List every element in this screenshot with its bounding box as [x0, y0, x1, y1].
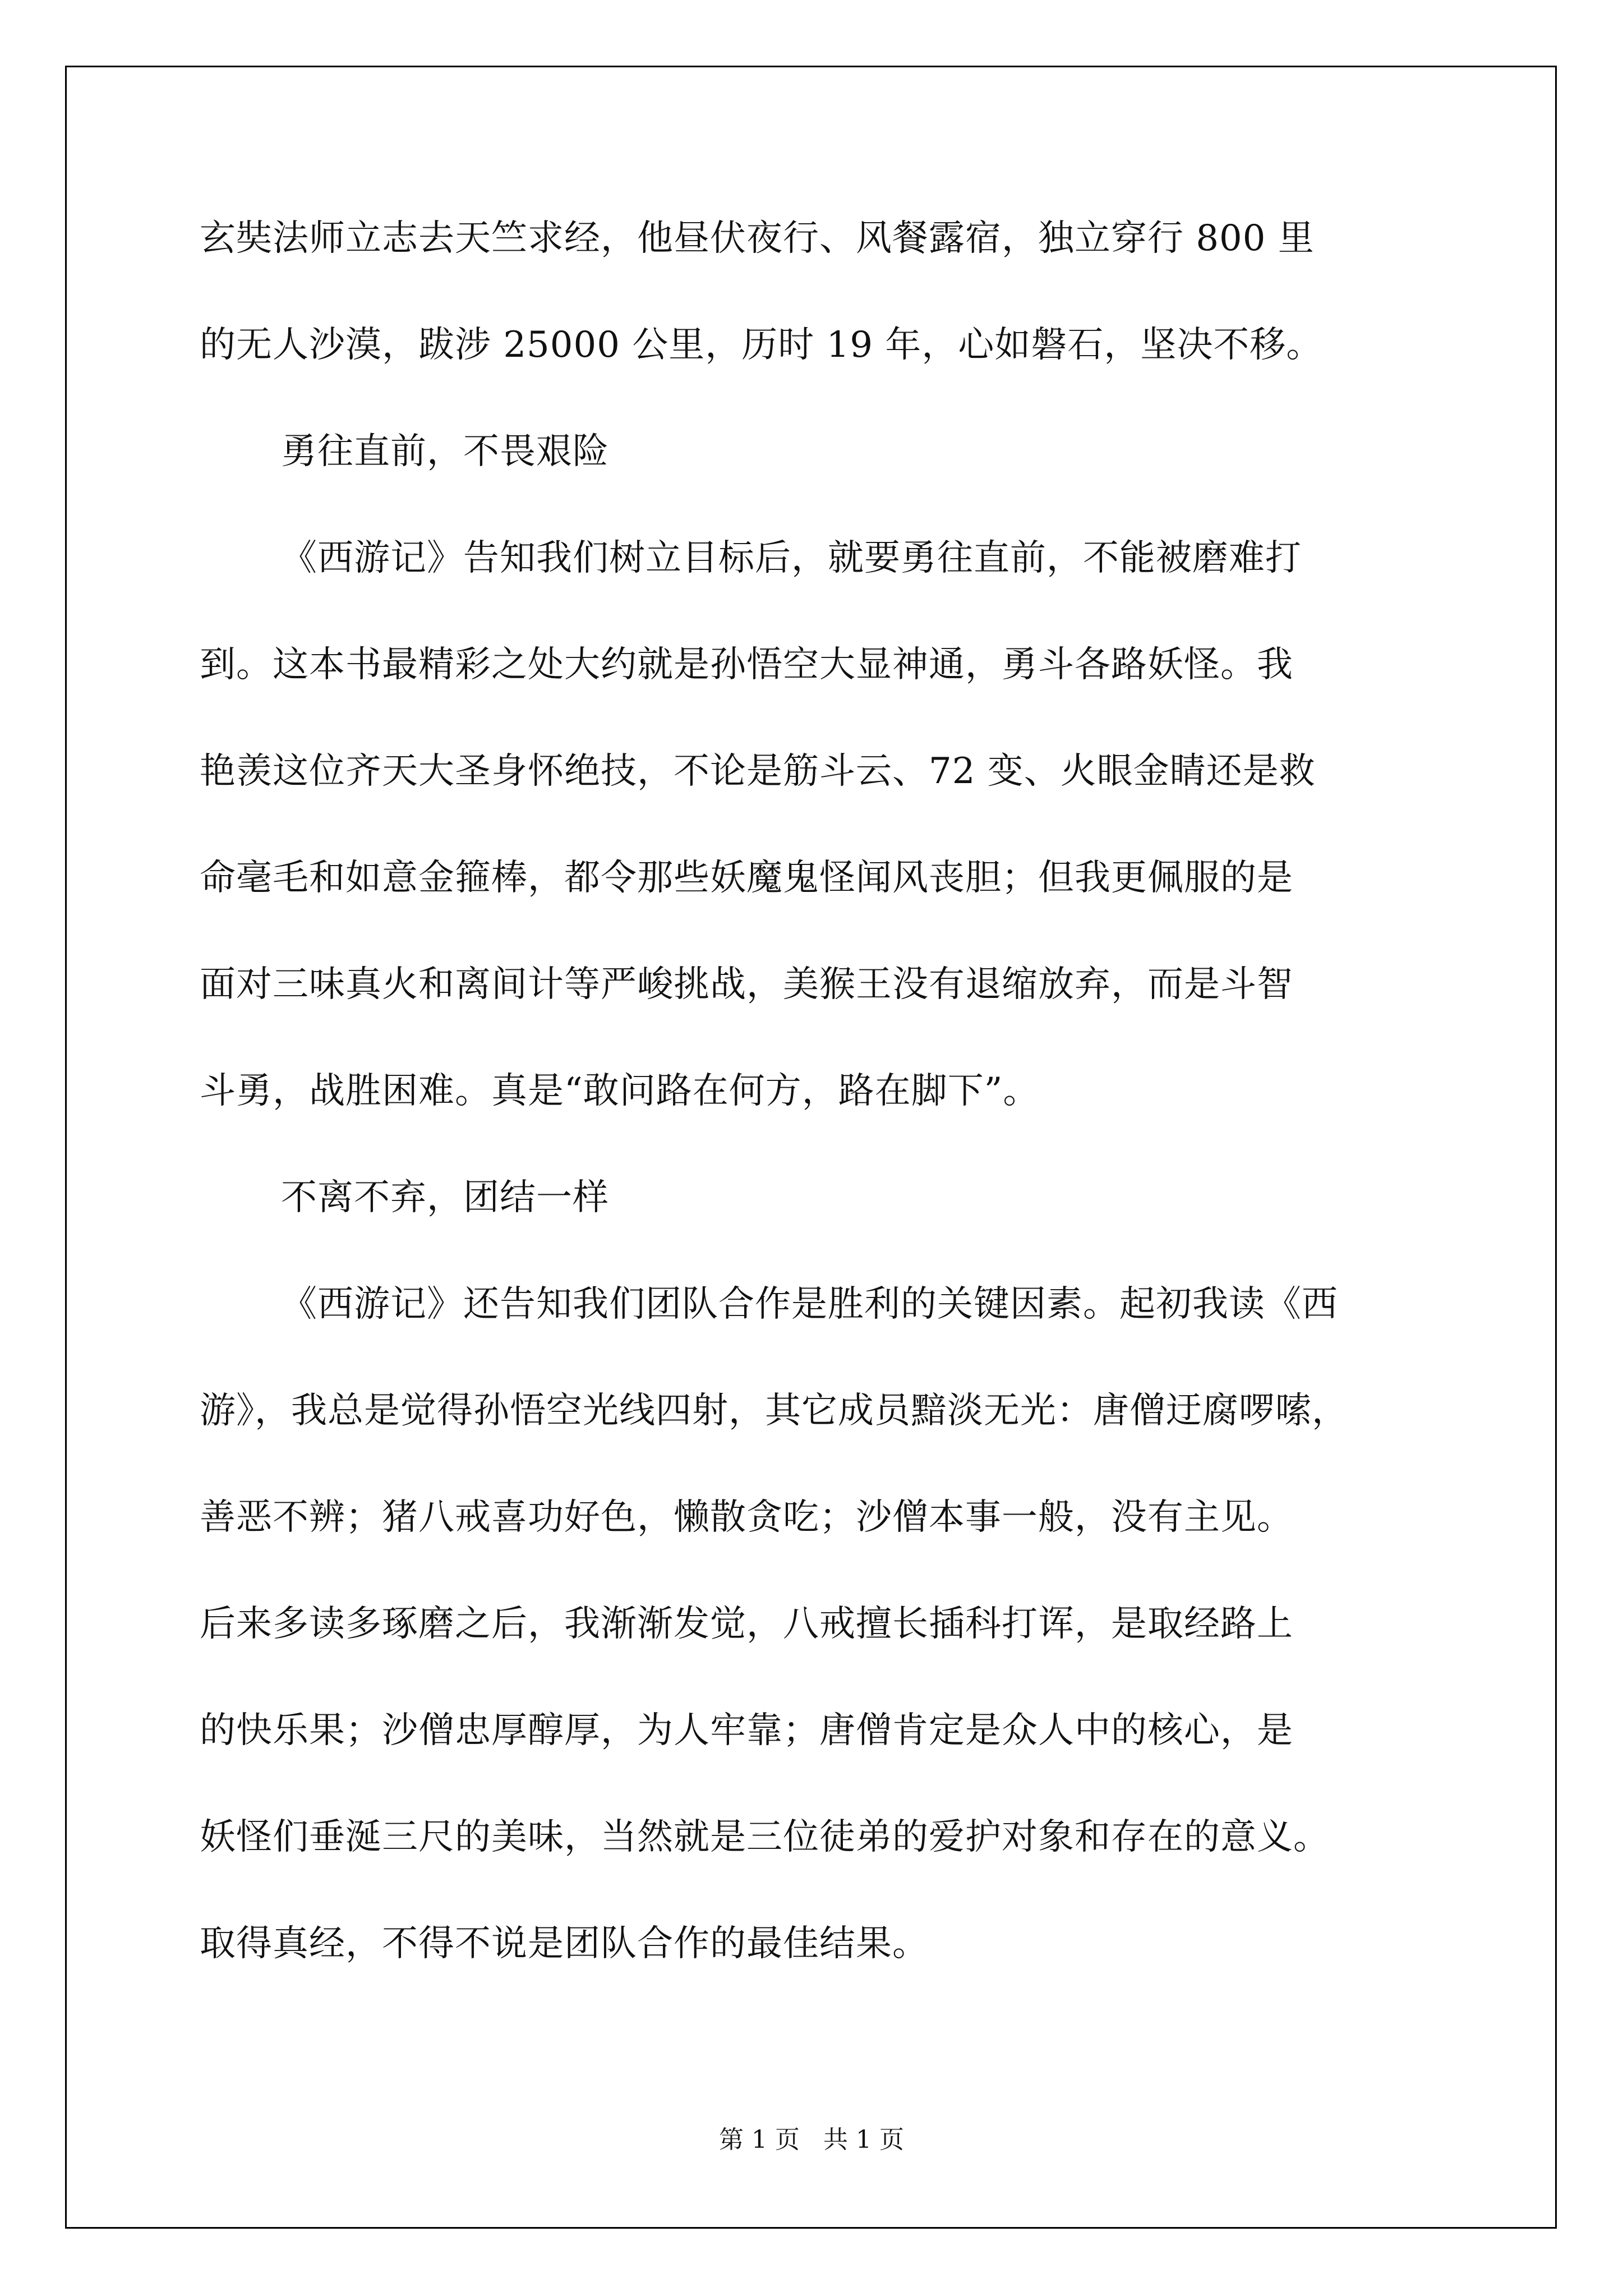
- page-border: [65, 66, 1557, 2229]
- paragraph-line: 的无人沙漠，跋涉 25000 公里，历时 19 年，心如磐石，坚决不移。: [200, 324, 1323, 366]
- paragraph-line: 后来多读多琢磨之后，我渐渐发觉，八戒擅长插科打诨，是取经路上: [200, 1603, 1293, 1645]
- paragraph-line: 面对三味真火和离间计等严峻挑战，美猴王没有退缩放弃，而是斗智: [200, 964, 1293, 1005]
- paragraph-line: 妖怪们垂涎三尺的美味，当然就是三位徒弟的爱护对象和存在的意义。: [200, 1816, 1330, 1858]
- page-total: 共 1 页: [823, 2125, 904, 2154]
- paragraph-line: 《西游记》还告知我们团队合作是胜利的关键因素。起初我读《西: [281, 1283, 1338, 1325]
- page-number: 第 1 页: [719, 2125, 800, 2154]
- paragraph-line: 取得真经，不得不说是团队合作的最佳结果。: [200, 1923, 929, 1964]
- paragraph-line: 《西游记》告知我们树立目标后，就要勇往直前，不能被磨难打: [281, 537, 1302, 579]
- paragraph-line: 的快乐果；沙僧忠厚醇厚，为人牢靠；唐僧肯定是众人中的核心，是: [200, 1710, 1293, 1751]
- paragraph-line: 艳羡这位齐天大圣身怀绝技，不论是筋斗云、72 变、火眼金睛还是救: [200, 751, 1316, 792]
- section-heading: 勇往直前，不畏艰险: [281, 431, 609, 472]
- page-footer: [0, 2123, 1623, 2157]
- paragraph-line: 斗勇，战胜困难。真是“敢问路在何方，路在脚下”。: [200, 1070, 1040, 1112]
- paragraph-line: 游》，我总是觉得孙悟空光线四射，其它成员黯淡无光：唐僧迂腐啰嗦，: [200, 1390, 1348, 1432]
- paragraph-line: 到。这本书最精彩之处大约就是孙悟空大显神通，勇斗各路妖怪。我: [200, 644, 1293, 685]
- paragraph-line: 命毫毛和如意金箍棒，都令那些妖魔鬼怪闻风丧胆；但我更佩服的是: [200, 857, 1293, 899]
- paragraph-line: 善恶不辨；猪八戒喜功好色，懒散贪吃；沙僧本事一般，没有主见。: [200, 1497, 1293, 1538]
- paragraph-line: 玄奘法师立志去天竺求经，他昼伏夜行、风餐露宿，独立穿行 800 里: [200, 218, 1315, 259]
- section-heading: 不离不弃，团结一样: [281, 1177, 609, 1218]
